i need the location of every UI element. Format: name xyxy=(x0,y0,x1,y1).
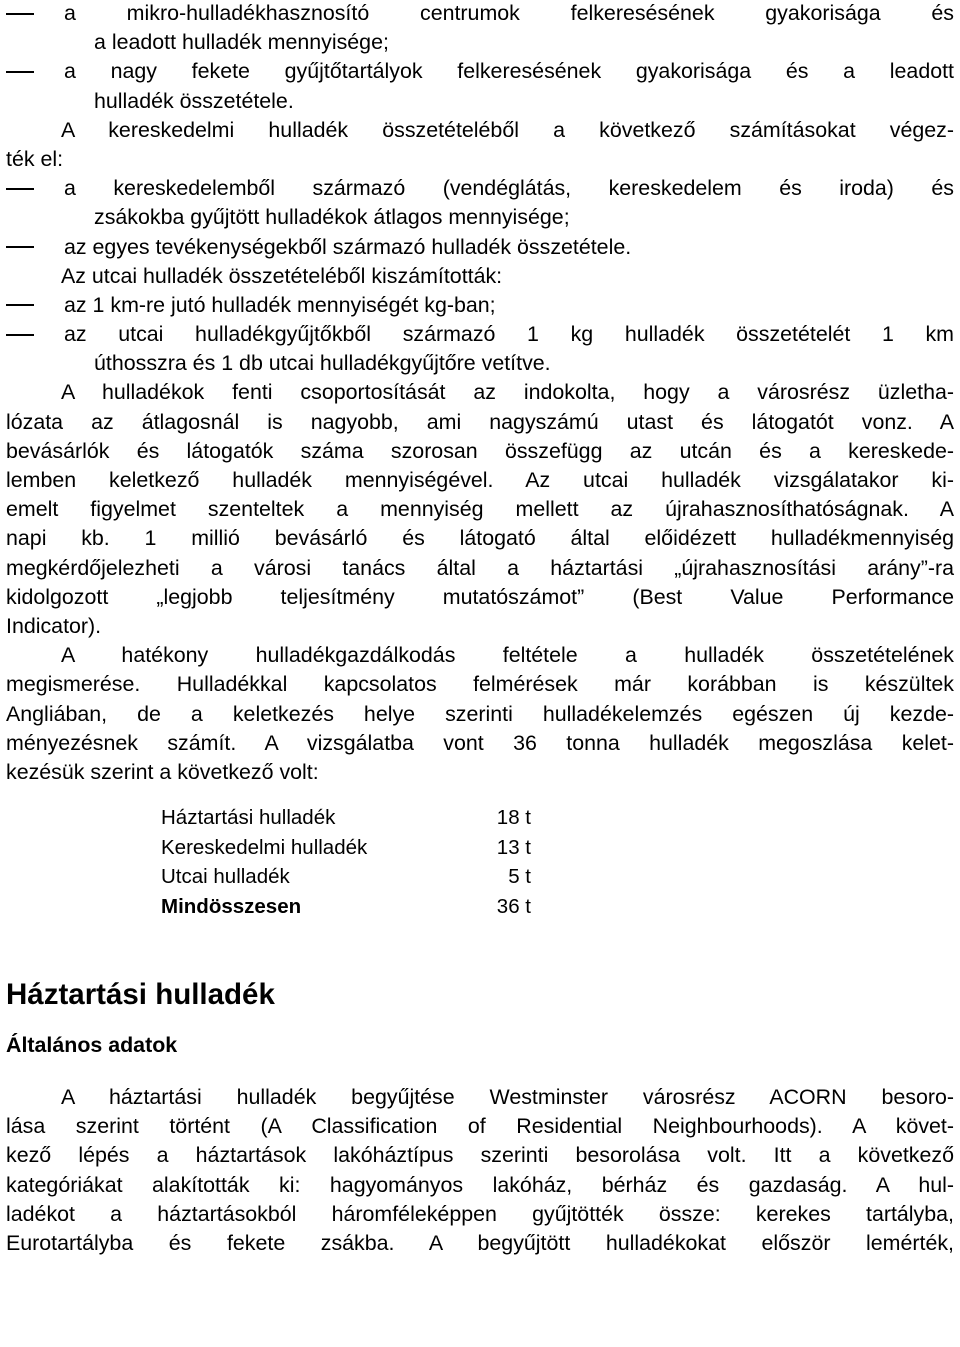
dash-bullet-icon xyxy=(6,13,34,15)
table-row xyxy=(161,862,954,892)
paragraph-line: Az utcai hulladék összetételéből kiszámították: xyxy=(61,263,503,288)
bullet-line xyxy=(6,57,954,86)
text-line: lemben keletkező hulladék mennyiségével. Az utcai hulladék vizsgálatakor ki- xyxy=(6,468,954,492)
text-line: ményezésnek számít. A vizsgálatba vont 36 tonna hulladék megoszlása kelet- xyxy=(6,730,954,755)
text-line: kező lépés a háztartások lakóháztípus szerinti besorolása volt. Itt a következő xyxy=(6,1143,954,1168)
paragraph-line: A hulladékok fenti csoportosítását az indokolta, hogy a városrész üzletha- xyxy=(61,380,954,405)
text-block-bottom xyxy=(6,1083,954,1258)
text-line: Indicator). xyxy=(6,613,102,638)
text-line: zsákokba gyűjtött hulladékok átlagos mennyisége; xyxy=(94,205,570,230)
table-row xyxy=(161,833,954,863)
subsection-title: Általános adatok xyxy=(6,1033,178,1058)
text-line: úthosszra és 1 db utcai hulladékgyűjtőre vetítve. xyxy=(94,351,551,376)
line-text: a kereskedelemből származó (vendéglátás, kereskedelem és iroda) és xyxy=(64,176,954,201)
dash-bullet-icon xyxy=(6,246,34,248)
table-row-value: 13 t xyxy=(496,835,531,859)
document-page xyxy=(6,0,954,1258)
text-line: Angliában, de a keletkezés helye szerinti hulladékelemzés egészen új kezde- xyxy=(6,701,954,726)
paragraph-line: A hatékony hulladékgazdálkodás feltétele a hulladék összetételének xyxy=(61,643,954,668)
text-line: a leadott hulladék mennyisége; xyxy=(94,30,389,55)
table-row-label: Háztartási hulladék xyxy=(161,806,336,830)
dash-bullet-icon xyxy=(6,304,34,306)
dash-bullet-icon xyxy=(6,188,34,190)
text-line: emelt figyelmet szenteltek a mennyiség mellett az újrahasznosíthatóságnak. A xyxy=(6,497,954,522)
text-line: ladékot a háztartásokból háromféleképpen gyűjtötték össze: kerekes tartályba, xyxy=(6,1201,954,1226)
text-line: hulladék összetétele. xyxy=(94,88,294,113)
line-text: az 1 km-re jutó hulladék mennyiségét kg-ban; xyxy=(64,292,496,317)
paragraph-line: A háztartási hulladék begyűjtése Westminster városrész ACORN besoro- xyxy=(61,1085,954,1110)
text-line: bevásárlók és látogatók száma szorosan összefügg az utcán és a kereskede- xyxy=(6,438,954,463)
dash-bullet-icon xyxy=(6,334,34,336)
table-total-label: Mindösszesen xyxy=(161,894,302,918)
waste-distribution-table xyxy=(161,803,954,921)
table-total-value: 36 t xyxy=(496,894,531,918)
table-total-row xyxy=(161,892,954,922)
table-row-value: 5 t xyxy=(508,865,531,889)
line-text: a nagy fekete gyűjtőtartályok felkeresésének gyakorisága és a leadott xyxy=(64,59,954,84)
table-row xyxy=(161,803,954,833)
text-line: megismerése. Hulladékkal kapcsolatos felmérések már korábban is készültek xyxy=(6,672,954,697)
line-text: az utcai hulladékgyűjtőkből származó 1 kg hulladék összetételét 1 km xyxy=(64,322,954,347)
text-line: lózata az átlagosnál is nagyobb, ami nagyszámú utast és látogatót vonz. A xyxy=(6,409,954,434)
bullet-line xyxy=(6,0,954,28)
table-row-label: Kereskedelmi hulladék xyxy=(161,835,368,859)
bullet-line xyxy=(6,233,954,262)
text-line: lása szerint történt (A Classification of Residential Neighbourhoods). A követ- xyxy=(6,1114,954,1139)
bullet-line xyxy=(6,291,954,320)
table-row-value: 18 t xyxy=(496,806,531,830)
text-line: kezésük szerint a következő volt: xyxy=(6,759,319,784)
bullet-line xyxy=(6,174,954,203)
text-line: kidolgozott „legjobb teljesítmény mutatószámot” (Best Value Performance xyxy=(6,584,954,609)
section-title: Háztartási hulladék xyxy=(6,978,275,1012)
text-line: ték el: xyxy=(6,146,64,171)
text-line: kategóriákat alakították ki: hagyományos lakóház, bérház és gazdaság. A hul- xyxy=(6,1172,954,1197)
line-text: a mikro-hulladékhasznosító centrumok felkeresésének gyakorisága és xyxy=(64,1,954,25)
text-block-top xyxy=(6,0,954,787)
text-line: Eurotartályba és fekete zsákba. A begyűjtött hulladékokat először lemérték, xyxy=(6,1231,954,1255)
text-line: napi kb. 1 millió bevásárló és látogató által előidézett hulladékmennyiség xyxy=(6,526,954,551)
paragraph-line: A kereskedelmi hulladék összetételéből a következő számításokat végez- xyxy=(61,117,954,142)
bullet-line xyxy=(6,320,954,349)
line-text: az egyes tevékenységekből származó hulladék összetétele. xyxy=(64,234,632,259)
table-row-label: Utcai hulladék xyxy=(161,865,290,889)
text-line: megkérdőjelezheti a városi tanács által a háztartási „újrahasznosítási arány”-ra xyxy=(6,555,954,580)
dash-bullet-icon xyxy=(6,71,34,73)
